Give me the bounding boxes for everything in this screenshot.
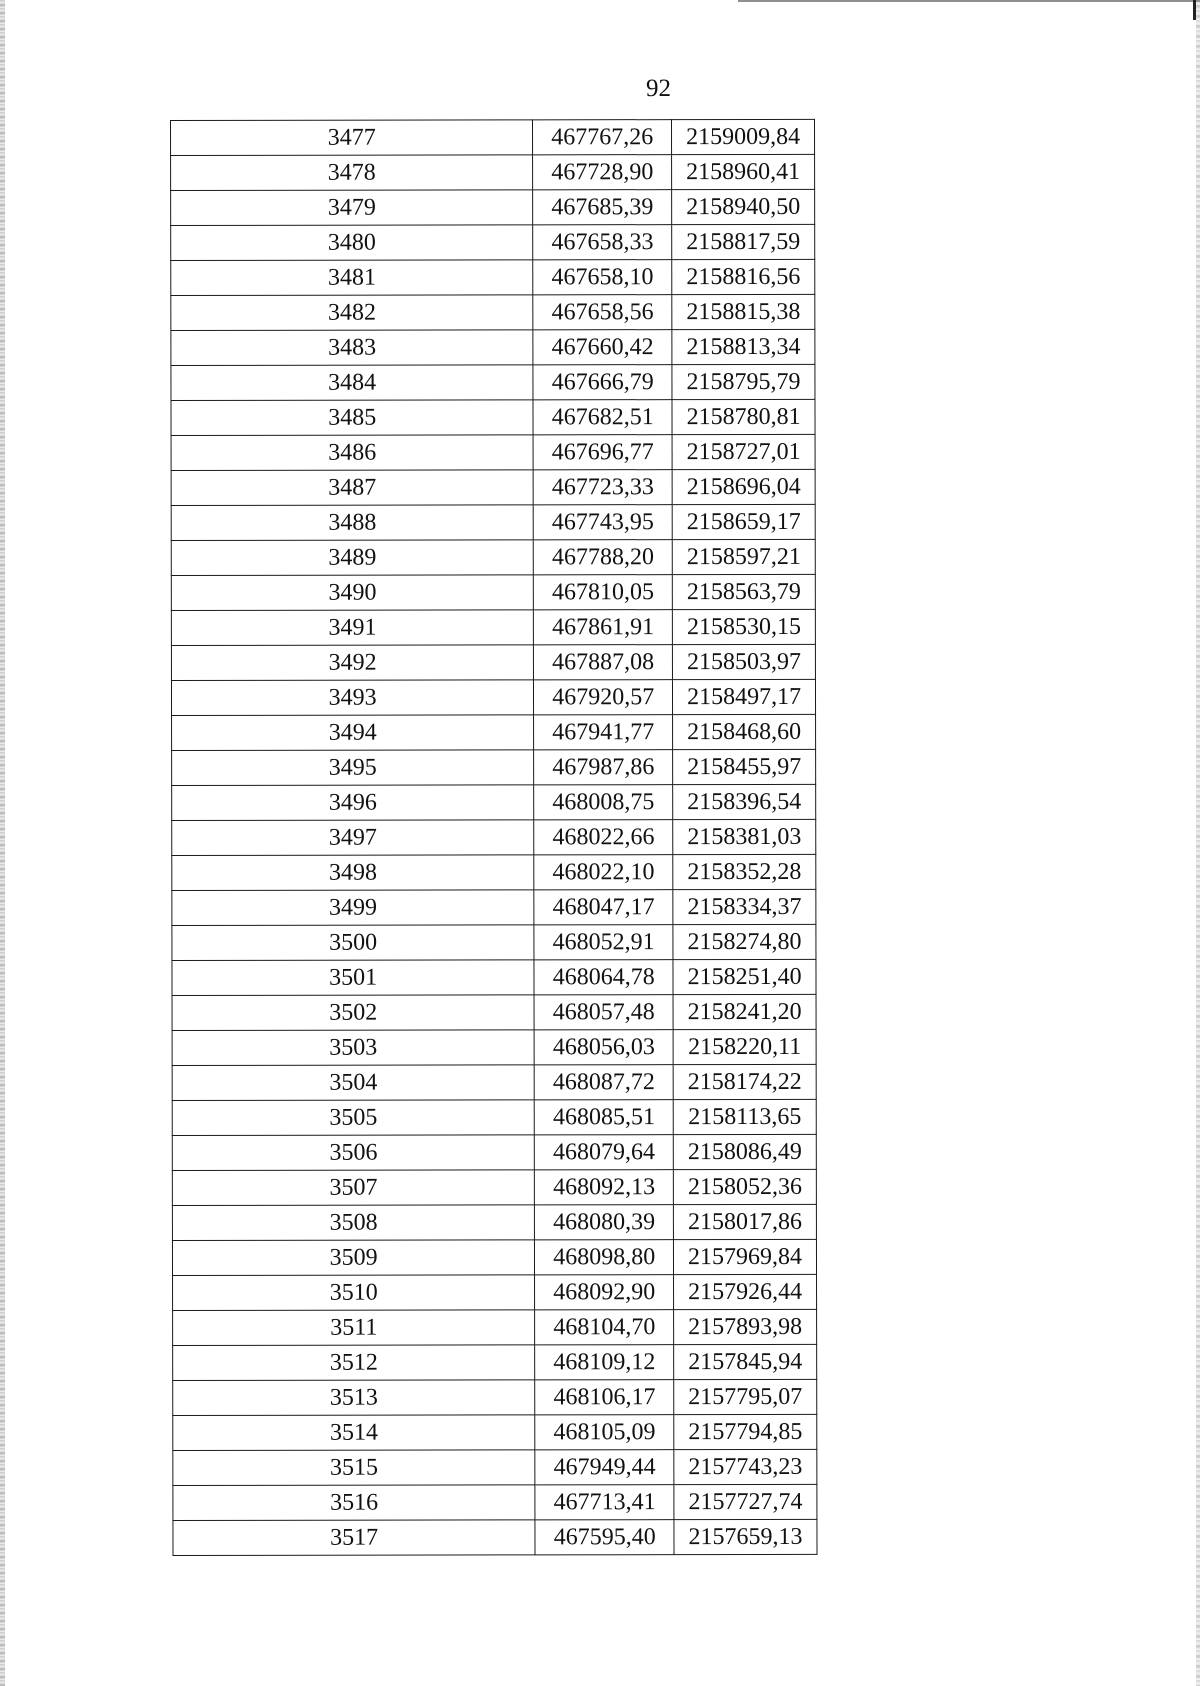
x-coordinate-cell: 468092,13 (535, 1170, 674, 1205)
point-number-cell: 3501 (172, 960, 534, 996)
y-coordinate-cell: 2157727,74 (674, 1484, 817, 1519)
y-coordinate-cell: 2158816,56 (672, 259, 815, 294)
point-number-cell: 3487 (171, 470, 533, 506)
x-coordinate-cell: 467941,77 (534, 715, 673, 750)
table-row (171, 119, 815, 155)
point-number-cell: 3512 (173, 1345, 535, 1381)
point-number-cell: 3503 (172, 1030, 534, 1066)
y-coordinate-cell: 2157845,94 (674, 1344, 817, 1379)
x-coordinate-cell: 468098,80 (535, 1240, 674, 1275)
y-coordinate-cell: 2158352,28 (673, 854, 816, 889)
y-coordinate-cell: 2158727,01 (672, 434, 815, 469)
table-row (173, 1519, 817, 1555)
point-number-cell: 3493 (171, 680, 533, 716)
scan-corner-mark (1193, 0, 1196, 20)
x-coordinate-cell: 467810,05 (534, 575, 673, 610)
table-row (171, 609, 815, 645)
y-coordinate-cell: 2158396,54 (673, 784, 816, 819)
y-coordinate-cell: 2157893,98 (674, 1309, 817, 1344)
table-row (172, 1064, 816, 1100)
y-coordinate-cell: 2158334,37 (673, 889, 816, 924)
table-row (172, 854, 816, 890)
table-row (171, 469, 815, 505)
x-coordinate-cell: 468022,66 (534, 820, 673, 855)
table-row (173, 1309, 817, 1345)
x-coordinate-cell: 467920,57 (534, 680, 673, 715)
y-coordinate-cell: 2158017,86 (674, 1204, 817, 1239)
y-coordinate-cell: 2157743,23 (674, 1449, 817, 1484)
table-row (171, 364, 815, 400)
table-row (172, 959, 816, 995)
table-row (172, 714, 816, 750)
table-row (173, 1484, 817, 1520)
table-row (173, 1449, 817, 1485)
table-row (172, 1029, 816, 1065)
x-coordinate-cell: 467658,56 (533, 295, 672, 330)
x-coordinate-cell: 468056,03 (534, 1030, 673, 1065)
x-coordinate-cell: 468109,12 (535, 1345, 674, 1380)
table-row (171, 224, 815, 260)
y-coordinate-cell: 2158381,03 (673, 819, 816, 854)
y-coordinate-cell: 2158563,79 (672, 574, 815, 609)
point-number-cell: 3505 (172, 1100, 534, 1136)
point-number-cell: 3507 (172, 1170, 534, 1206)
x-coordinate-cell: 467788,20 (534, 540, 673, 575)
table-row (173, 1379, 817, 1415)
y-coordinate-cell: 2159009,84 (672, 119, 815, 154)
x-coordinate-cell: 467887,08 (534, 645, 673, 680)
point-number-cell: 3480 (171, 225, 533, 261)
y-coordinate-cell: 2157926,44 (674, 1274, 817, 1309)
point-number-cell: 3488 (171, 505, 533, 541)
y-coordinate-cell: 2158174,22 (673, 1064, 816, 1099)
y-coordinate-cell: 2158113,65 (673, 1099, 816, 1134)
y-coordinate-cell: 2158813,34 (672, 329, 815, 364)
table-row (171, 294, 815, 330)
y-coordinate-cell: 2158503,97 (673, 644, 816, 679)
x-coordinate-cell: 468022,10 (534, 855, 673, 890)
point-number-cell: 3511 (173, 1310, 535, 1346)
table-row (171, 679, 815, 715)
y-coordinate-cell: 2158817,59 (672, 224, 815, 259)
table-row (171, 539, 815, 575)
point-number-cell: 3498 (172, 855, 534, 891)
point-number-cell: 3481 (171, 260, 533, 296)
point-number-cell: 3477 (171, 120, 533, 156)
point-number-cell: 3486 (171, 435, 533, 471)
y-coordinate-cell: 2158086,49 (673, 1134, 816, 1169)
coordinates-table (170, 119, 818, 1556)
y-coordinate-cell: 2158530,15 (672, 609, 815, 644)
x-coordinate-cell: 468104,70 (535, 1310, 674, 1345)
y-coordinate-cell: 2158795,79 (672, 364, 815, 399)
point-number-cell: 3495 (172, 750, 534, 786)
y-coordinate-cell: 2158940,50 (672, 189, 815, 224)
point-number-cell: 3478 (171, 155, 533, 191)
point-number-cell: 3479 (171, 190, 533, 226)
y-coordinate-cell: 2158220,11 (673, 1029, 816, 1064)
point-number-cell: 3499 (172, 890, 534, 926)
scan-top-line (738, 0, 1200, 2)
x-coordinate-cell: 468052,91 (534, 925, 673, 960)
x-coordinate-cell: 467666,79 (533, 365, 672, 400)
point-number-cell: 3502 (172, 995, 534, 1031)
x-coordinate-cell: 468105,09 (535, 1415, 674, 1450)
table-row (173, 1344, 817, 1380)
y-coordinate-cell: 2158497,17 (673, 679, 816, 714)
point-number-cell: 3504 (172, 1065, 534, 1101)
point-number-cell: 3508 (172, 1205, 534, 1241)
table-row (171, 399, 815, 435)
point-number-cell: 3497 (172, 820, 534, 856)
x-coordinate-cell: 467682,51 (533, 400, 672, 435)
table-row (172, 1239, 816, 1275)
y-coordinate-cell: 2157794,85 (674, 1414, 817, 1449)
scan-edge-right (1196, 0, 1200, 1686)
x-coordinate-cell: 467767,26 (533, 120, 672, 155)
y-coordinate-cell: 2158960,41 (672, 154, 815, 189)
table-row (172, 1169, 816, 1205)
point-number-cell: 3494 (172, 715, 534, 751)
x-coordinate-cell: 468092,90 (535, 1275, 674, 1310)
table-row (171, 259, 815, 295)
point-number-cell: 3500 (172, 925, 534, 961)
table-row (172, 1134, 816, 1170)
x-coordinate-cell: 468106,17 (535, 1380, 674, 1415)
table-row (173, 1414, 817, 1450)
table-row (172, 1204, 816, 1240)
table-row (173, 1274, 817, 1310)
x-coordinate-cell: 468087,72 (534, 1065, 673, 1100)
x-coordinate-cell: 468057,48 (534, 995, 673, 1030)
x-coordinate-cell: 467743,95 (534, 505, 673, 540)
x-coordinate-cell: 468079,64 (535, 1135, 674, 1170)
table-row (172, 889, 816, 925)
point-number-cell: 3515 (173, 1450, 535, 1486)
table-row (171, 434, 815, 470)
y-coordinate-cell: 2158696,04 (672, 469, 815, 504)
point-number-cell: 3496 (172, 785, 534, 821)
x-coordinate-cell: 467685,39 (533, 190, 672, 225)
point-number-cell: 3506 (172, 1135, 534, 1171)
table-row (171, 644, 815, 680)
x-coordinate-cell: 467696,77 (533, 435, 672, 470)
point-number-cell: 3510 (173, 1275, 535, 1311)
x-coordinate-cell: 467949,44 (535, 1450, 674, 1485)
point-number-cell: 3514 (173, 1415, 535, 1451)
x-coordinate-cell: 467595,40 (535, 1520, 674, 1555)
table-row (172, 1099, 816, 1135)
y-coordinate-cell: 2157795,07 (674, 1379, 817, 1414)
point-number-cell: 3489 (171, 540, 533, 576)
y-coordinate-cell: 2158052,36 (673, 1169, 816, 1204)
coordinates-table-body (171, 119, 818, 1555)
table-row (171, 329, 815, 365)
scan-edge-left (0, 0, 5, 1686)
x-coordinate-cell: 468008,75 (534, 785, 673, 820)
y-coordinate-cell: 2158241,20 (673, 994, 816, 1029)
point-number-cell: 3516 (173, 1485, 535, 1521)
table-row (172, 924, 816, 960)
y-coordinate-cell: 2158274,80 (673, 924, 816, 959)
point-number-cell: 3485 (171, 400, 533, 436)
point-number-cell: 3517 (173, 1520, 535, 1556)
table-row (171, 189, 815, 225)
x-coordinate-cell: 468047,17 (534, 890, 673, 925)
point-number-cell: 3492 (171, 645, 533, 681)
point-number-cell: 3484 (171, 365, 533, 401)
y-coordinate-cell: 2158468,60 (673, 714, 816, 749)
table-row (171, 154, 815, 190)
y-coordinate-cell: 2157969,84 (674, 1239, 817, 1274)
x-coordinate-cell: 467987,86 (534, 750, 673, 785)
point-number-cell: 3482 (171, 295, 533, 331)
table-row (172, 749, 816, 785)
y-coordinate-cell: 2158597,21 (672, 539, 815, 574)
table-row (172, 819, 816, 855)
x-coordinate-cell: 467723,33 (533, 470, 672, 505)
table-row (171, 574, 815, 610)
x-coordinate-cell: 467861,91 (534, 610, 673, 645)
page-number: 92 (646, 75, 671, 102)
point-number-cell: 3513 (173, 1380, 535, 1416)
x-coordinate-cell: 467713,41 (535, 1485, 674, 1520)
x-coordinate-cell: 468085,51 (535, 1100, 674, 1135)
x-coordinate-cell: 468080,39 (535, 1205, 674, 1240)
x-coordinate-cell: 468064,78 (534, 960, 673, 995)
table-row (171, 504, 815, 540)
y-coordinate-cell: 2158455,97 (673, 749, 816, 784)
point-number-cell: 3490 (171, 575, 533, 611)
x-coordinate-cell: 467660,42 (533, 330, 672, 365)
y-coordinate-cell: 2157659,13 (674, 1519, 817, 1554)
x-coordinate-cell: 467658,10 (533, 260, 672, 295)
x-coordinate-cell: 467658,33 (533, 225, 672, 260)
y-coordinate-cell: 2158659,17 (672, 504, 815, 539)
y-coordinate-cell: 2158780,81 (672, 399, 815, 434)
y-coordinate-cell: 2158815,38 (672, 294, 815, 329)
table-row (172, 994, 816, 1030)
table-row (172, 784, 816, 820)
x-coordinate-cell: 467728,90 (533, 155, 672, 190)
point-number-cell: 3483 (171, 330, 533, 366)
point-number-cell: 3491 (171, 610, 533, 646)
point-number-cell: 3509 (172, 1240, 534, 1276)
y-coordinate-cell: 2158251,40 (673, 959, 816, 994)
